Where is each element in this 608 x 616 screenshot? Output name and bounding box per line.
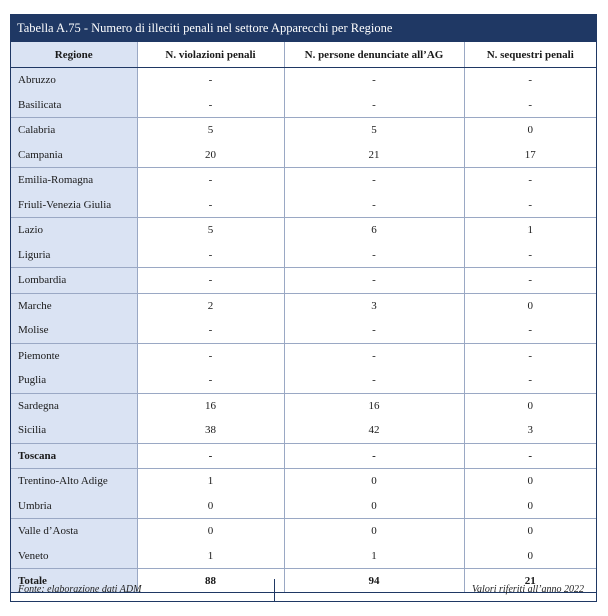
cell-persons: 3: [284, 293, 464, 318]
table-row: [11, 68, 596, 93]
table-row: [11, 218, 596, 243]
cell-seizures: -: [464, 318, 596, 343]
cell-seizures: 3: [464, 418, 596, 443]
cell-seizures: 1: [527, 224, 533, 237]
cell-violations: 2: [137, 293, 284, 318]
header-row: [11, 42, 596, 68]
table-row: [11, 343, 596, 368]
header-persons: N. persone denunciate all’AG: [284, 42, 464, 68]
table-footer: [11, 579, 596, 601]
cell-region: Piemonte: [11, 343, 137, 368]
table-row: [11, 368, 596, 393]
table-row: [11, 393, 596, 418]
cell-region: Lazio: [11, 218, 137, 243]
cell-persons: -: [284, 368, 464, 393]
cell-seizures: 0: [527, 299, 533, 312]
footer-divider: [274, 579, 275, 601]
table-title: Tabella A.75 - Numero di illeciti penali nel settore Apparecchi per Regione: [11, 15, 596, 42]
cell-violations: 5: [137, 218, 284, 243]
table-row: [11, 519, 596, 544]
cell-seizures: 0: [527, 475, 533, 488]
cell-persons: -: [284, 343, 464, 368]
cell-region: Abruzzo: [11, 68, 137, 93]
cell-seizures: -: [528, 174, 533, 187]
cell-violations: -: [137, 443, 284, 469]
cell-region: Umbria: [11, 494, 137, 519]
table-row: [11, 469, 596, 494]
cell-violations: -: [137, 68, 284, 93]
cell-persons: -: [284, 193, 464, 218]
cell-region: Veneto: [11, 544, 137, 569]
cell-region: Calabria: [11, 118, 137, 143]
cell-seizures: 0: [527, 124, 533, 137]
cell-region: Sardegna: [11, 393, 137, 418]
cell-seizures: -: [528, 349, 533, 362]
cell-seizures: -: [464, 93, 596, 118]
header-violations: N. violazioni penali: [137, 42, 284, 68]
cell-persons: 5: [284, 118, 464, 143]
cell-seizures: 0: [527, 399, 533, 412]
table-row: [11, 494, 596, 519]
total-persons: 94: [284, 569, 464, 593]
cell-region: Emilia-Romagna: [11, 168, 137, 193]
cell-region: Sicilia: [11, 418, 137, 443]
cell-region: Valle d’Aosta: [11, 519, 137, 544]
cell-persons: 0: [284, 469, 464, 494]
cell-persons: -: [284, 68, 464, 93]
cell-seizures: -: [464, 368, 596, 393]
cell-region: Friuli-Venezia Giulia: [11, 193, 137, 218]
cell-seizures: -: [464, 443, 596, 469]
cell-violations: -: [137, 343, 284, 368]
cell-persons: 6: [284, 218, 464, 243]
cell-violations: -: [137, 368, 284, 393]
cell-violations: -: [137, 318, 284, 343]
cell-region: Lombardia: [11, 268, 137, 294]
cell-seizures: -: [464, 193, 596, 218]
source-note: Fonte: elaborazione dati ADM: [18, 584, 142, 595]
cell-violations: 1: [137, 469, 284, 494]
cell-violations: -: [137, 243, 284, 268]
cell-seizures: -: [464, 268, 596, 294]
cell-persons: 0: [284, 494, 464, 519]
year-note: Valori riferiti all’anno 2022: [472, 584, 584, 595]
header-region: Regione: [11, 42, 137, 68]
header-seizures: N. sequestri penali: [464, 42, 596, 68]
total-seizures: 21: [464, 569, 596, 593]
cell-persons: 21: [284, 143, 464, 168]
table-row: [11, 544, 596, 569]
table-row: [11, 93, 596, 118]
cell-violations: 5: [137, 118, 284, 143]
cell-region: Puglia: [11, 368, 137, 393]
table-row: [11, 418, 596, 443]
cell-persons: -: [284, 243, 464, 268]
table-row: [11, 143, 596, 168]
cell-seizures: 17: [464, 143, 596, 168]
cell-persons: -: [284, 443, 464, 469]
table-frame: [10, 14, 597, 602]
cell-persons: -: [284, 93, 464, 118]
cell-persons: -: [284, 318, 464, 343]
total-label: Totale: [11, 569, 137, 593]
total-violations: 88: [137, 569, 284, 593]
table-row: [11, 443, 596, 469]
cell-violations: 20: [137, 143, 284, 168]
cell-seizures: 0: [464, 544, 596, 569]
cell-violations: -: [137, 168, 284, 193]
cell-seizures: -: [464, 243, 596, 268]
cell-region: Marche: [11, 293, 137, 318]
cell-persons: -: [284, 268, 464, 294]
cell-persons: 42: [284, 418, 464, 443]
table-row: [11, 293, 596, 318]
cell-region: Trentino-Alto Adige: [11, 469, 137, 494]
table-row: [11, 168, 596, 193]
cell-violations: -: [137, 193, 284, 218]
cell-region: Campania: [11, 143, 137, 168]
cell-region: Liguria: [11, 243, 137, 268]
data-table: [11, 42, 596, 593]
cell-violations: 0: [137, 519, 284, 544]
cell-persons: -: [284, 168, 464, 193]
cell-violations: 0: [137, 494, 284, 519]
cell-persons: 16: [284, 393, 464, 418]
table-row: [11, 268, 596, 294]
table-row: [11, 243, 596, 268]
cell-violations: 1: [137, 544, 284, 569]
cell-violations: -: [137, 93, 284, 118]
table-row: [11, 118, 596, 143]
cell-persons: 0: [284, 519, 464, 544]
cell-seizures: 0: [464, 494, 596, 519]
cell-persons: 1: [284, 544, 464, 569]
cell-violations: 38: [137, 418, 284, 443]
cell-violations: 16: [137, 393, 284, 418]
cell-region: Molise: [11, 318, 137, 343]
cell-region: Toscana: [11, 443, 137, 469]
cell-seizures: 0: [527, 525, 533, 538]
cell-violations: -: [137, 268, 284, 294]
cell-region: Basilicata: [11, 93, 137, 118]
table-row: [11, 193, 596, 218]
cell-seizures: -: [528, 74, 533, 87]
table-row: [11, 318, 596, 343]
table-body: [11, 68, 596, 569]
